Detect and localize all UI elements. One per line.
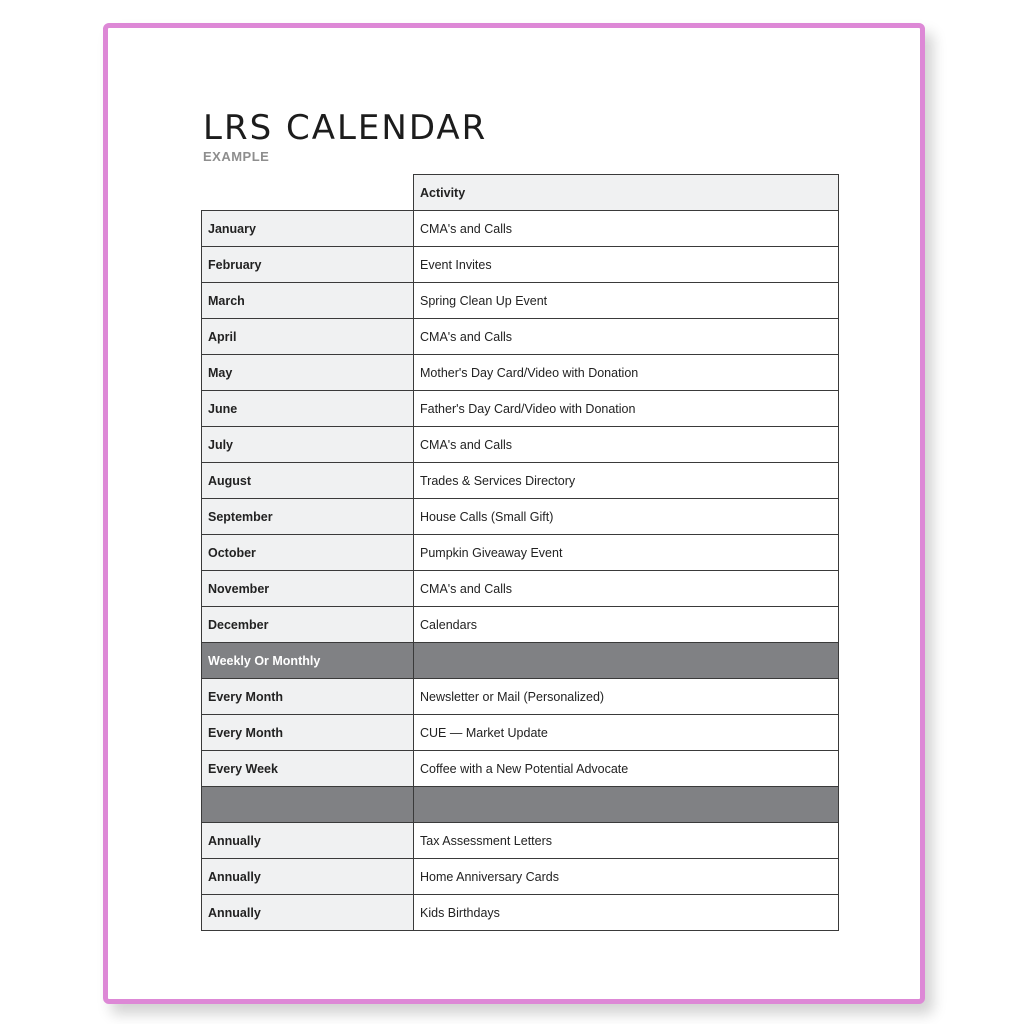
- activity-cell: Tax Assessment Letters: [414, 823, 839, 859]
- table-row: [202, 895, 839, 931]
- period-cell: Every Month: [202, 679, 414, 715]
- period-cell: July: [202, 427, 414, 463]
- table-row: [202, 499, 839, 535]
- document-page: [103, 23, 925, 1004]
- table-row: [202, 391, 839, 427]
- period-cell: Every Week: [202, 751, 414, 787]
- table-row: [202, 571, 839, 607]
- table-row: [202, 679, 839, 715]
- section-label: [202, 787, 414, 823]
- table-row: [202, 283, 839, 319]
- table-row: [202, 607, 839, 643]
- activity-cell: Event Invites: [414, 247, 839, 283]
- table-row: [202, 211, 839, 247]
- activity-cell: CMA's and Calls: [414, 211, 839, 247]
- table-row: [202, 859, 839, 895]
- period-cell: January: [202, 211, 414, 247]
- section-header-blank: [202, 787, 839, 823]
- table-row: [202, 535, 839, 571]
- activity-cell: Mother's Day Card/Video with Donation: [414, 355, 839, 391]
- period-cell: November: [202, 571, 414, 607]
- table-row: [202, 319, 839, 355]
- table-row: [202, 427, 839, 463]
- period-cell: Every Month: [202, 715, 414, 751]
- activity-cell: CMA's and Calls: [414, 319, 839, 355]
- period-cell: June: [202, 391, 414, 427]
- period-cell: September: [202, 499, 414, 535]
- period-cell: August: [202, 463, 414, 499]
- activity-cell: House Calls (Small Gift): [414, 499, 839, 535]
- period-cell: February: [202, 247, 414, 283]
- activity-cell: Home Anniversary Cards: [414, 859, 839, 895]
- table-row: [202, 823, 839, 859]
- page-title: LRS CALENDAR: [203, 108, 488, 148]
- activity-cell: Trades & Services Directory: [414, 463, 839, 499]
- activity-cell: Spring Clean Up Event: [414, 283, 839, 319]
- activity-cell: Calendars: [414, 607, 839, 643]
- section-value: [414, 787, 839, 823]
- period-cell: Annually: [202, 895, 414, 931]
- activity-cell: Newsletter or Mail (Personalized): [414, 679, 839, 715]
- header-blank-cell: [202, 175, 414, 211]
- section-header-weekly-or-monthly: [202, 643, 839, 679]
- activity-cell: Pumpkin Giveaway Event: [414, 535, 839, 571]
- period-cell: Annually: [202, 823, 414, 859]
- period-cell: October: [202, 535, 414, 571]
- period-cell: December: [202, 607, 414, 643]
- period-cell: April: [202, 319, 414, 355]
- table-row: [202, 463, 839, 499]
- activity-cell: CUE — Market Update: [414, 715, 839, 751]
- period-cell: May: [202, 355, 414, 391]
- table-row: [202, 355, 839, 391]
- activity-column-header: Activity: [414, 175, 839, 211]
- activity-cell: CMA's and Calls: [414, 571, 839, 607]
- calendar-table: [201, 174, 839, 931]
- period-cell: March: [202, 283, 414, 319]
- page-subtitle: EXAMPLE: [203, 149, 270, 164]
- table-header-row: [202, 175, 839, 211]
- section-label: Weekly Or Monthly: [202, 643, 414, 679]
- section-value: [414, 643, 839, 679]
- activity-cell: CMA's and Calls: [414, 427, 839, 463]
- activity-cell: Father's Day Card/Video with Donation: [414, 391, 839, 427]
- activity-cell: Coffee with a New Potential Advocate: [414, 751, 839, 787]
- activity-cell: Kids Birthdays: [414, 895, 839, 931]
- table-row: [202, 715, 839, 751]
- period-cell: Annually: [202, 859, 414, 895]
- table-row: [202, 751, 839, 787]
- table-row: [202, 247, 839, 283]
